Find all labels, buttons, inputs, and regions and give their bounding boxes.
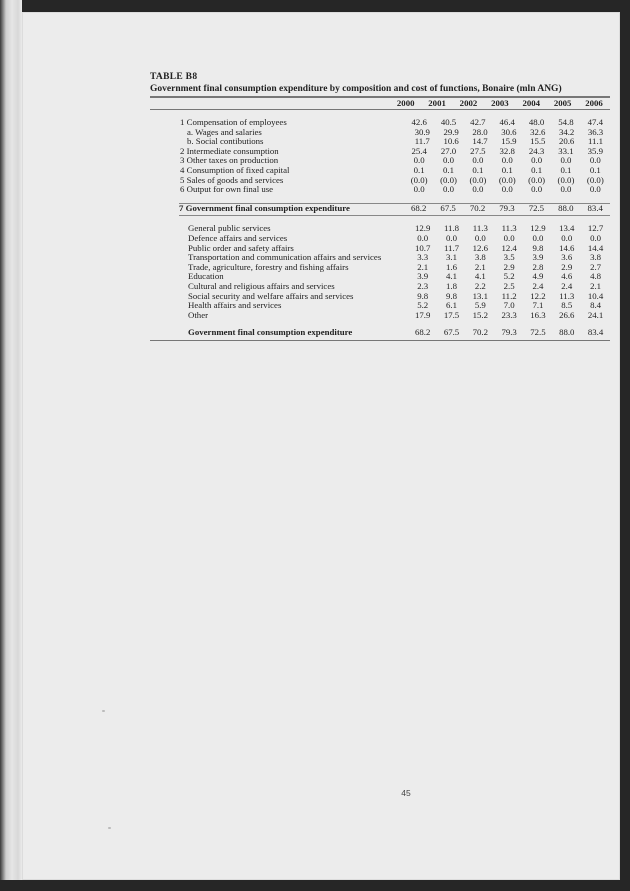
cell: 0.0 — [532, 232, 544, 243]
row-label: 3 Other taxes on production — [180, 155, 279, 166]
cell: 0.0 — [413, 155, 425, 166]
year-header: 2005 — [553, 98, 572, 108]
cell: 3.9 — [417, 271, 429, 282]
cell: 12.6 — [472, 242, 489, 253]
cell: 13.1 — [472, 290, 489, 301]
cell: 17.9 — [415, 309, 431, 320]
row-label: Other — [188, 309, 209, 320]
cell: 1.6 — [446, 261, 458, 272]
cell: 30.6 — [501, 126, 517, 137]
cell: 7.1 — [532, 300, 544, 311]
cell: 0.0 — [501, 155, 513, 166]
cell: 11.3 — [501, 223, 517, 234]
cell: 2.4 — [561, 280, 573, 291]
cell: 0.0 — [443, 155, 455, 166]
cell: 9.8 — [532, 242, 544, 253]
cell: 11.1 — [587, 136, 604, 147]
row-label: Public order and safety affairs — [188, 242, 294, 253]
cell: 2.9 — [503, 261, 515, 272]
cell: (0.0) — [410, 174, 428, 185]
cell: 12.9 — [530, 223, 546, 234]
cell: (0.0) — [528, 174, 546, 185]
cell: 8.5 — [561, 300, 573, 311]
cell: 12.7 — [587, 223, 604, 234]
row-label: Trade, agriculture, forestry and fishing affairs — [188, 261, 349, 272]
cell: 9.8 — [446, 290, 458, 301]
cell: 2.1 — [417, 261, 429, 272]
cell: 88.0 — [559, 327, 575, 338]
cell: 24.1 — [587, 309, 604, 320]
row-label: 6 Output for own final use — [180, 184, 274, 195]
cell: 9.8 — [417, 290, 429, 301]
cell: 2.1 — [590, 280, 602, 291]
cell: 11.8 — [443, 223, 460, 234]
cell: 70.2 — [472, 327, 489, 338]
cell: (0.0) — [440, 174, 457, 185]
cell: 3.8 — [590, 252, 602, 263]
cell: 11.3 — [559, 290, 575, 301]
functions-section — [150, 224, 610, 320]
cell: 5.9 — [474, 300, 486, 311]
cell: 24.3 — [528, 145, 545, 156]
row-label: Education — [188, 271, 224, 282]
cell: 42.7 — [470, 117, 486, 127]
table-bottom-rule — [150, 340, 610, 341]
year-header-row — [150, 98, 610, 109]
cell: 14.7 — [472, 136, 488, 147]
year-header: 2006 — [585, 98, 603, 108]
cell: 34.2 — [558, 126, 575, 137]
cell: 5.2 — [417, 300, 429, 311]
row-label: Transportation and communication affairs and services — [188, 252, 382, 263]
table-label: TABLE B8 — [150, 72, 198, 82]
total-functions-row — [150, 328, 610, 338]
cell: 2.1 — [474, 261, 486, 272]
cell: (0.0) — [557, 174, 575, 185]
cell: 83.4 — [587, 327, 604, 338]
cell: 27.5 — [470, 145, 486, 156]
cell: 33.1 — [558, 145, 574, 156]
cell: 0.0 — [531, 184, 543, 195]
cell: 0.1 — [413, 164, 425, 175]
cell: 0.0 — [589, 155, 601, 166]
cell: 0.0 — [560, 184, 572, 195]
cell: 2.8 — [532, 261, 544, 272]
cell: 0.0 — [531, 155, 543, 166]
cell: 83.4 — [587, 202, 603, 213]
cell: 12.9 — [415, 223, 431, 234]
cell: 72.5 — [530, 327, 546, 338]
cell: 2.5 — [503, 280, 515, 291]
cell: 2.4 — [532, 280, 544, 291]
scan-border — [0, 880, 630, 891]
cell: 4.8 — [590, 271, 602, 282]
cell: 11.2 — [501, 290, 517, 301]
cell: 0.0 — [472, 155, 484, 166]
cell: 72.5 — [528, 202, 545, 213]
cell: 68.2 — [411, 202, 427, 213]
cell: 12.4 — [501, 242, 517, 253]
cell: 0.0 — [503, 232, 515, 243]
year-header: 2002 — [459, 98, 478, 108]
cell: 11.7 — [414, 136, 430, 147]
cell: 23.3 — [501, 309, 517, 320]
cell: 11.7 — [443, 242, 460, 253]
cell: 3.3 — [417, 252, 429, 263]
cell: 3.8 — [474, 252, 486, 263]
cell: 11.3 — [472, 223, 488, 234]
cell: (0.0) — [498, 174, 516, 185]
cell: 0.1 — [501, 164, 513, 175]
row-label: Social security and welfare affairs and services — [188, 290, 354, 301]
cell: 10.4 — [587, 290, 604, 301]
cell: 48.0 — [528, 117, 545, 127]
cell: 7.0 — [503, 300, 515, 311]
year-header: 2003 — [491, 98, 509, 108]
cell: 42.6 — [411, 117, 427, 127]
cell: (0.0) — [586, 174, 604, 185]
cell: 3.5 — [503, 252, 515, 263]
table-row — [150, 311, 610, 321]
cell: 0.1 — [531, 164, 543, 175]
year-header: 2000 — [396, 98, 415, 108]
cell: 40.5 — [440, 117, 457, 127]
total-composition-row — [150, 204, 610, 214]
cell: 0.0 — [501, 184, 513, 195]
cell: 0.0 — [413, 184, 425, 195]
cell: 25.4 — [411, 145, 427, 156]
year-header: 2004 — [522, 98, 541, 108]
cell: 0.0 — [561, 232, 573, 243]
cell: 0.1 — [589, 164, 601, 175]
row-label: a. Wages and salaries — [187, 126, 262, 137]
cell: 35.9 — [587, 145, 604, 156]
cell: 26.6 — [559, 309, 575, 320]
cell: 4.1 — [446, 271, 458, 282]
cell: 4.9 — [532, 271, 544, 282]
cell: 27.0 — [440, 145, 457, 156]
cell: 0.0 — [589, 184, 601, 195]
cell: 16.3 — [530, 309, 546, 320]
cell: 2.9 — [561, 261, 573, 272]
table-row — [150, 185, 610, 195]
cell: 3.9 — [532, 252, 544, 263]
cell: 15.9 — [501, 136, 517, 147]
cell: 28.0 — [472, 126, 488, 137]
cell: 0.1 — [443, 164, 455, 175]
cell: 12.2 — [530, 290, 546, 301]
cell: 17.5 — [443, 309, 460, 320]
scan-speck — [108, 827, 111, 829]
cell: 0.0 — [590, 232, 602, 243]
cell: 88.0 — [558, 202, 574, 213]
cell: 47.4 — [587, 117, 604, 127]
composition-section — [150, 118, 610, 195]
cell: 0.1 — [472, 164, 484, 175]
cell: 20.6 — [558, 136, 575, 147]
cell: 4.1 — [474, 271, 486, 282]
row-label: 1 Compensation of employees — [180, 117, 287, 127]
row-label: Defence affairs and services — [188, 232, 288, 243]
row-label: Health affairs and services — [188, 300, 282, 311]
cell: 0.0 — [474, 232, 486, 243]
cell: 3.6 — [561, 252, 573, 263]
cell: 2.7 — [590, 261, 602, 272]
cell: 1.8 — [446, 280, 458, 291]
cell: 68.2 — [415, 327, 431, 338]
cell: 2.2 — [474, 280, 486, 291]
cell: 0.0 — [472, 184, 484, 195]
cell: 0.0 — [417, 232, 429, 243]
cell: 6.1 — [446, 300, 458, 311]
cell: 70.2 — [469, 202, 486, 213]
row-label: Cultural and religious affairs and services — [188, 280, 335, 291]
row-label: 4 Consumption of fixed capital — [180, 164, 290, 175]
cell: 29.9 — [443, 126, 459, 137]
cell: 30.9 — [414, 126, 430, 137]
cell: 15.5 — [530, 136, 546, 147]
document-page — [22, 12, 620, 880]
cell: 67.5 — [443, 327, 460, 338]
row-label: 2 Intermediate consumption — [180, 145, 279, 156]
cell: 0.0 — [446, 232, 458, 243]
cell: 32.8 — [499, 145, 515, 156]
cell: 54.8 — [558, 117, 574, 127]
cell: 15.2 — [472, 309, 489, 320]
cell: (0.0) — [469, 174, 487, 185]
row-label: 5 Sales of goods and services — [180, 174, 284, 185]
cell: 10.6 — [443, 136, 459, 147]
cell: 14.4 — [587, 242, 604, 253]
cell: 14.6 — [559, 242, 575, 253]
cell: 0.1 — [560, 164, 572, 175]
cell: 36.3 — [587, 126, 604, 137]
cell: 46.4 — [499, 117, 515, 127]
book-spine-shadow — [0, 0, 22, 891]
cell: 10.7 — [415, 242, 431, 253]
cell: 79.3 — [499, 202, 515, 213]
cell: 67.5 — [440, 202, 456, 213]
cell: 4.6 — [561, 271, 573, 282]
row-label: Government final consumption expenditure — [188, 327, 353, 338]
cell: 2.3 — [417, 280, 429, 291]
cell: 5.2 — [503, 271, 515, 282]
row-label: 7 Government final consumption expenditure — [179, 202, 350, 213]
page-number: 45 — [401, 788, 411, 798]
row-label: General public services — [188, 223, 271, 234]
cell: 8.4 — [590, 300, 602, 311]
row-label: b. Social contibutions — [187, 136, 264, 147]
cell: 13.4 — [559, 223, 575, 234]
table-b8 — [150, 72, 610, 341]
cell: 79.3 — [501, 327, 517, 338]
scan-speck — [102, 710, 105, 712]
cell: 0.0 — [560, 155, 572, 166]
cell: 32.6 — [530, 126, 546, 137]
year-header: 2001 — [428, 98, 446, 108]
cell: 3.1 — [446, 252, 458, 263]
cell: 0.0 — [443, 184, 455, 195]
table-title: Government final consumption expenditure by composition and cost of functions, Bonaire (mln ANG) — [150, 84, 562, 94]
